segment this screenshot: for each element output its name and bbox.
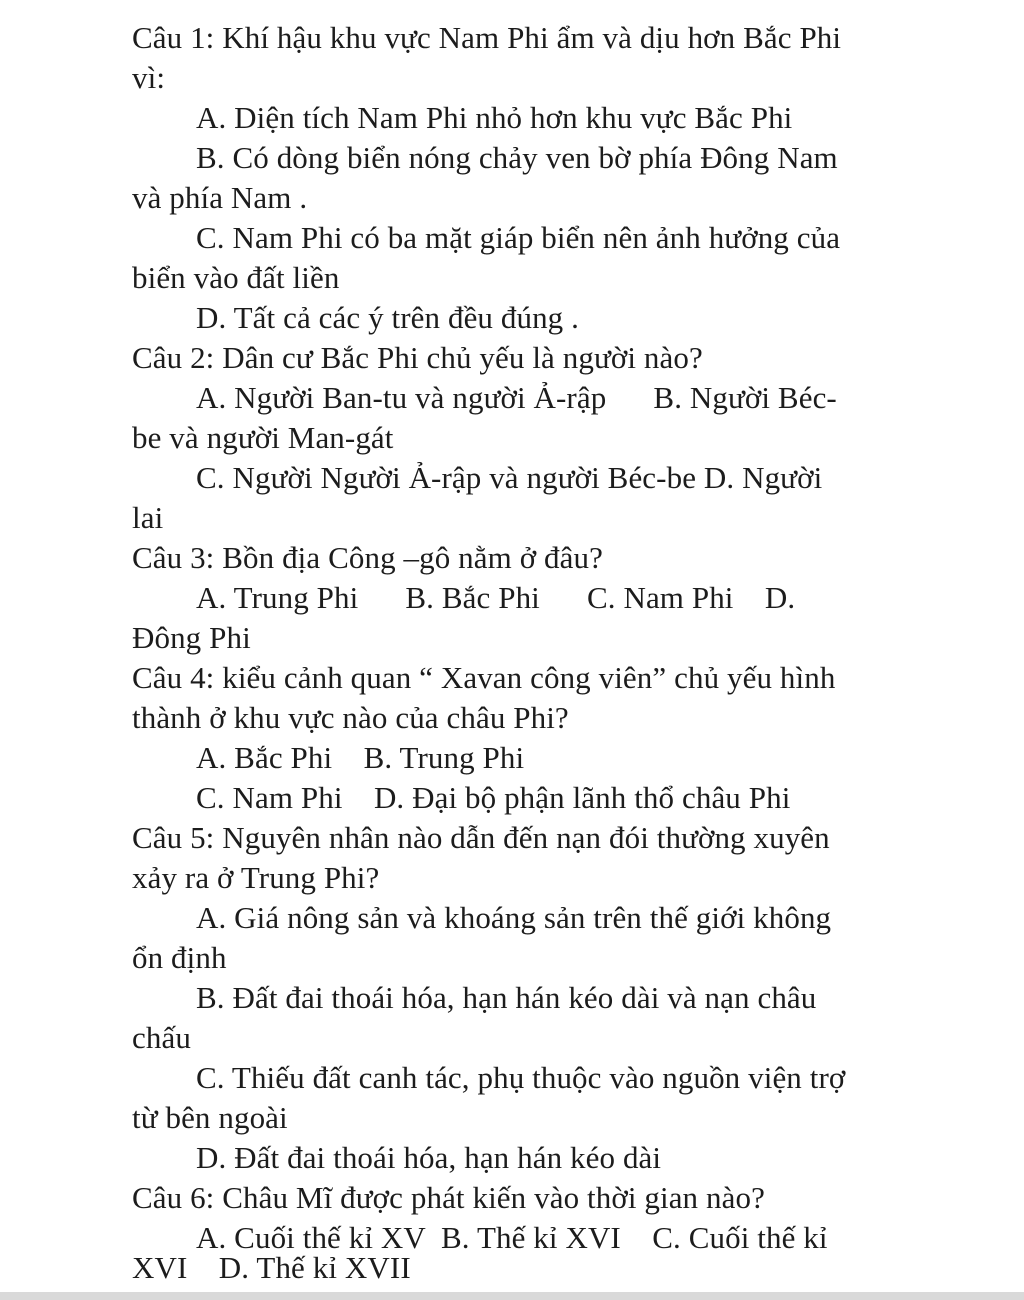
question-5-option-a: A. Giá nông sản và khoáng sản trên thế giới không: [196, 900, 832, 935]
question-1-option-b-cont: và phía Nam .: [132, 180, 308, 215]
question-5-option-d: D. Đất đai thoái hóa, hạn hán kéo dài: [196, 1140, 662, 1175]
question-2-options-cd-cont: lai: [132, 500, 164, 535]
question-2-options-cd: C. Người Người Ả-rập và người Béc-be D. Người: [196, 460, 823, 495]
question-2-options-ab: A. Người Ban-tu và người Ả-rập B. Người Béc-: [196, 380, 837, 415]
question-1-option-a: A. Diện tích Nam Phi nhỏ hơn khu vực Bắc Phi: [196, 100, 793, 135]
question-5-option-c-cont: từ bên ngoài: [132, 1100, 288, 1135]
question-6-options-cont: XVI D. Thế kỉ XVII: [132, 1250, 411, 1285]
question-5-option-c: C. Thiếu đất canh tác, phụ thuộc vào nguồn viện trợ: [196, 1060, 846, 1095]
question-4-text-cont: thành ở khu vực nào của châu Phi?: [132, 700, 569, 735]
question-3-options-cont: Đông Phi: [132, 620, 251, 655]
question-1-option-b: B. Có dòng biển nóng chảy ven bờ phía Đông Nam: [196, 140, 838, 175]
question-3-text: Câu 3: Bồn địa Công –gô nằm ở đâu?: [132, 540, 603, 575]
question-6-options: A. Cuối thế kỉ XV B. Thế kỉ XVI C. Cuối thế kỉ: [196, 1220, 828, 1255]
question-4-options-ab: A. Bắc Phi B. Trung Phi: [196, 740, 525, 775]
question-1-option-c: C. Nam Phi có ba mặt giáp biển nên ảnh hưởng của: [196, 220, 841, 255]
question-5-text-cont: xảy ra ở Trung Phi?: [132, 860, 380, 895]
question-4-options-cd: C. Nam Phi D. Đại bộ phận lãnh thổ châu Phi: [196, 780, 791, 815]
question-5-option-b-cont: chấu: [132, 1020, 191, 1055]
question-6-text: Câu 6: Châu Mĩ được phát kiến vào thời gian nào?: [132, 1180, 765, 1215]
question-5-text: Câu 5: Nguyên nhân nào dẫn đến nạn đói thường xuyên: [132, 820, 830, 855]
question-3-options: A. Trung Phi B. Bắc Phi C. Nam Phi D.: [196, 580, 796, 615]
question-2-text: Câu 2: Dân cư Bắc Phi chủ yếu là người nào?: [132, 340, 703, 375]
question-1-text-cont: vì:: [132, 60, 166, 95]
question-1-option-d: D. Tất cả các ý trên đều đúng .: [196, 300, 579, 335]
question-1-text: Câu 1: Khí hậu khu vực Nam Phi ẩm và dịu hơn Bắc Phi: [132, 20, 842, 55]
question-4-text: Câu 4: kiểu cảnh quan “ Xavan công viên” chủ yếu hình: [132, 660, 836, 695]
page-bottom-edge: [0, 1292, 1024, 1300]
question-1-option-c-cont: biển vào đất liền: [132, 260, 340, 295]
question-2-options-ab-cont: be và người Man-gát: [132, 420, 394, 455]
question-5-option-a-cont: ổn định: [132, 940, 227, 975]
question-5-option-b: B. Đất đai thoái hóa, hạn hán kéo dài và nạn châu: [196, 980, 817, 1015]
